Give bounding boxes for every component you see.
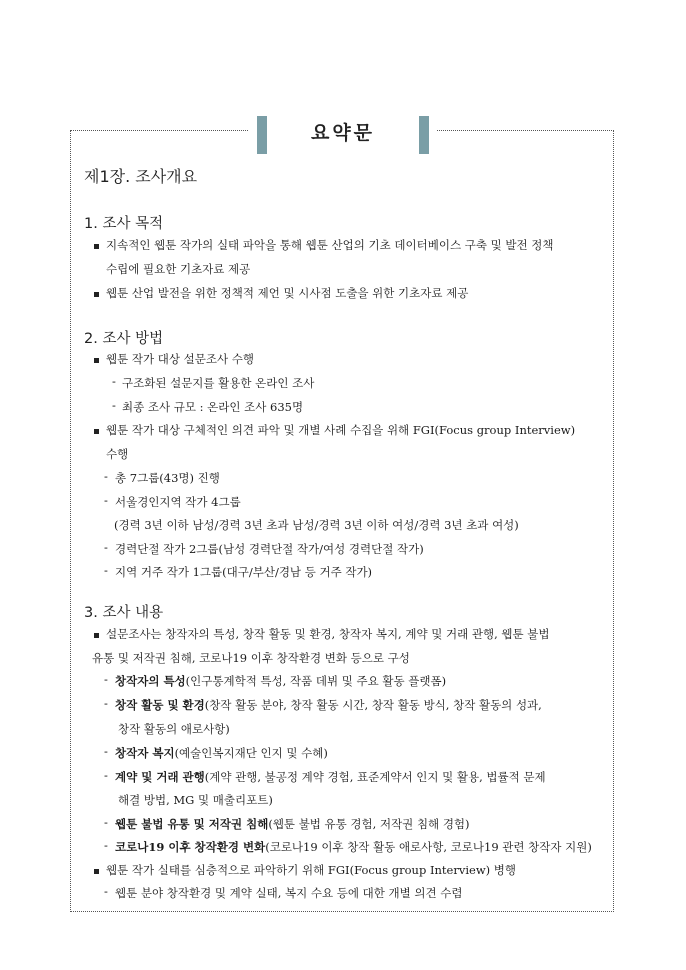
bullet [94,292,99,297]
s3-item-2-line-2: 창작 활동의 애로사항) [118,722,230,736]
s1-bullet-1-line-1: 지속적인 웹툰 작가의 실태 파악을 통해 웹툰 산업의 기초 데이터베이스 구축 및 발전 정책 [106,238,554,252]
s3-item-6-title: 코로나19 이후 창작환경 변화 [115,840,266,854]
bullet [94,358,99,363]
s3-item-2 [115,697,542,713]
s3-item-6-desc: (코로나19 이후 창작 활동 애로사항, 코로나19 관련 창작자 지원) [265,840,592,854]
s3-item-3-desc: (예술인복지재단 인지 및 수혜) [174,746,328,760]
s2-bullet-1-detail-2: 최종 조사 규모 : 온라인 조사 635명 [122,400,304,414]
s3-item-1 [115,673,446,689]
dash-marker: - [104,493,108,507]
s3-item-4-desc: (계약 관행, 불공정 계약 경험, 표준계약서 인지 및 활용, 법률적 문제 [204,770,546,784]
dash-marker: - [112,398,116,412]
s3-item-3 [115,745,328,761]
dash-marker: - [104,696,108,710]
dash-marker: - [112,374,116,388]
s2-detail-1: 총 7그룹(43명) 진행 [115,471,220,485]
s3-bullet-2: 웹툰 작가 실태를 심층적으로 파악하기 위해 FGI(Focus group Interview) 병행 [106,863,517,877]
page-title: 요약문 [310,122,376,144]
bullet [94,869,99,874]
dash-marker: - [104,884,108,898]
s2-bullet-1-detail-1: 구조화된 설문지를 활용한 온라인 조사 [122,376,315,390]
s3-item-5 [115,816,470,832]
s3-item-1-desc: (인구통계학적 특성, 작품 데뷔 및 주요 활동 플랫폼) [185,674,447,688]
s3-bullet-2-detail: 웹툰 분야 창작환경 및 계약 실태, 복지 수요 등에 대한 개별 의견 수렴 [115,886,463,900]
dash-marker: - [104,744,108,758]
s3-item-2-desc: (창작 활동 분야, 창작 활동 시간, 창작 활동 방식, 창작 활동의 성과, [204,698,542,712]
s3-bullet-1-line-2: 유통 및 저작권 침해, 코로나19 이후 창작환경 변화 등으로 구성 [92,651,410,665]
s3-item-3-title: 창작자 복지 [115,746,175,760]
s3-item-2-title: 창작 활동 및 환경 [115,698,205,712]
s2-detail-2-sub: (경력 3년 이하 남성/경력 3년 초과 남성/경력 3년 이하 여성/경력 3년 초과 여성) [114,518,519,532]
bullet [94,429,99,434]
dash-marker: - [104,838,108,852]
dash-marker: - [104,469,108,483]
s3-item-4 [115,769,546,785]
s2-bullet-2-line-2: 수행 [106,447,129,461]
s3-item-4-line-2: 해결 방법, MG 및 매출리포트) [118,793,273,807]
s2-bullet-1: 웹툰 작가 대상 설문조사 수행 [106,352,254,366]
bullet [94,633,99,638]
s2-detail-2: 서울경인지역 작가 4그룹 [115,495,241,509]
s1-bullet-1-line-2: 수립에 필요한 기초자료 제공 [106,262,251,276]
dash-marker: - [104,768,108,782]
title-bar-right [419,116,429,154]
s2-detail-3: 경력단절 작가 2그룹(남성 경력단절 작가/여성 경력단절 작가) [115,542,424,556]
section-2-heading: 2. 조사 방법 [84,331,164,347]
title-bar-left [257,116,267,154]
section-1-heading: 1. 조사 목적 [84,216,164,232]
s3-item-5-desc: (웹툰 불법 유통 경험, 저작권 침해 경험) [268,817,470,831]
section-3-heading: 3. 조사 내용 [84,605,164,621]
dash-marker: - [104,540,108,554]
dash-marker: - [104,563,108,577]
dash-marker: - [104,815,108,829]
s3-item-5-title: 웹툰 불법 유통 및 저작권 침해 [115,817,269,831]
bullet [94,244,99,249]
s3-item-6 [115,839,592,855]
s3-bullet-1-line-1: 설문조사는 창작자의 특성, 창작 활동 및 환경, 창작자 복지, 계약 및 거래 관행, 웹툰 불법 [106,627,550,641]
s3-item-1-title: 창작자의 특성 [115,674,186,688]
s2-detail-4: 지역 거주 작가 1그룹(대구/부산/경남 등 거주 작가) [115,565,373,579]
s2-bullet-2-line-1: 웹툰 작가 대상 구체적인 의견 파악 및 개별 사례 수집을 위해 FGI(Focus group Interview) [106,423,576,437]
s3-item-4-title: 계약 및 거래 관행 [115,770,205,784]
chapter-heading: 제1장. 조사개요 [84,167,198,186]
dash-marker: - [104,672,108,686]
s1-bullet-2: 웹툰 산업 발전을 위한 정책적 제언 및 시사점 도출을 위한 기초자료 제공 [106,286,469,300]
